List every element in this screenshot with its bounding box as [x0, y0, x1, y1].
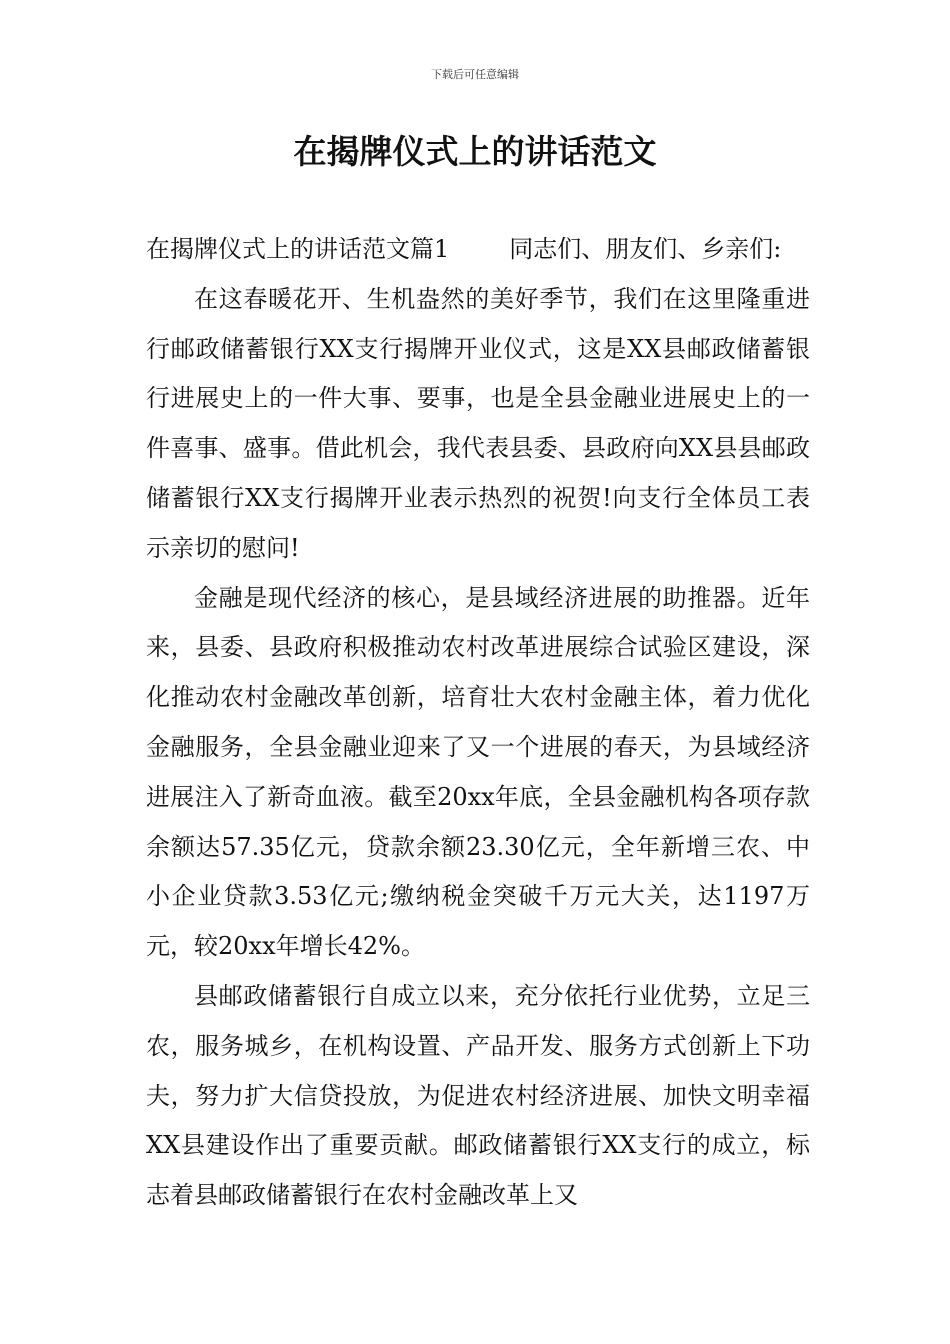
document-body: [146, 225, 810, 1221]
paragraph-3: 县邮政储蓄银行自成立以来，充分依托行业优势，立足三农，服务城乡，在机构设置、产品开发、服务方式创新上下功夫，努力扩大信贷投放，为促进农村经济进展、加快文明幸福XX县建设作出了重要贡献。邮政储蓄银行XX支行的成立，标志着县邮政储蓄银行在农村金融改革上又: [146, 981, 810, 1210]
salutation: 同志们、朋友们、乡亲们:: [509, 235, 782, 263]
section-heading: 在揭牌仪式上的讲话范文篇1: [146, 235, 450, 263]
document-title: 在揭牌仪式上的讲话范文: [293, 132, 657, 171]
header-note: 下载后可任意编辑: [431, 68, 519, 81]
lead-line: [146, 225, 810, 275]
paragraph-2: 金融是现代经济的核心，是县域经济进展的助推器。近年来，县委、县政府积极推动农村改革进展综合试验区建设，深化推动农村金融改革创新，培育壮大农村金融主体，着力优化金融服务，全县金融业迎来了又一个进展的春天，为县域经济进展注入了新奇血液。截至20xx年底，全县金融机构各项存款余额达57.35亿元，贷款余额23.30亿元，全年新增三农、中小企业贷款3.53亿元;缴纳税金突破千万元大关，达1197万元，较20xx年增长42%。: [146, 583, 810, 961]
paragraph-1: 在这春暖花开、生机盎然的美好季节，我们在这里隆重进行邮政储蓄银行XX支行揭牌开业仪式，这是XX县邮政储蓄银行进展史上的一件大事、要事，也是全县金融业进展史上的一件喜事、盛事。借此机会，我代表县委、县政府向XX县县邮政储蓄银行XX支行揭牌开业表示热烈的祝贺!向支行全体员工表示亲切的慰问!: [146, 284, 810, 562]
